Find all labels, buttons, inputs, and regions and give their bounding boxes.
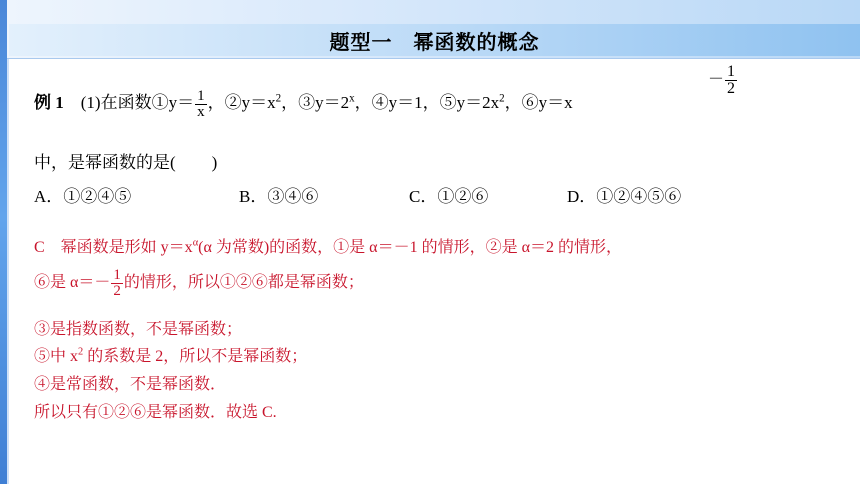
option-d (567, 182, 681, 207)
function-6-exponent-denominator: 2 (727, 80, 736, 97)
answer-text: ⑥是 α＝－ (34, 274, 111, 292)
answer-alpha-exponent: α (192, 237, 199, 249)
question-line-1 (34, 88, 573, 120)
question-prompt: 中，是幂函数的是( (34, 153, 176, 172)
answer-fraction-numerator: 1 (113, 267, 121, 283)
function-6-exponent (708, 64, 738, 97)
function-1-denominator: x (197, 103, 205, 120)
option-b (239, 182, 409, 207)
answer-text: (α 为常数)的函数，①是 α＝－1 的情形，②是 α＝2 的情形， (198, 239, 622, 256)
answer-line-6: 所以只有①②⑥是幂函数．故选 C. (34, 404, 277, 421)
option-a-value: ①②④⑤ (63, 187, 132, 206)
function-6-exponent-numerator: 1 (727, 63, 736, 80)
function-1-prefix: ①y＝ (151, 93, 195, 112)
option-a-letter: A． (34, 187, 64, 206)
function-6-exponent-sign: － (708, 71, 725, 89)
left-accent-strip (0, 0, 7, 484)
function-4-5: ，④y＝1，⑤y＝2x (354, 93, 500, 112)
question-prompt-end: ) (211, 153, 218, 172)
option-c (409, 182, 567, 207)
answer-line-5: ④是常函数，不是幂函数． (34, 376, 227, 393)
option-c-letter: C． (409, 187, 438, 206)
answer-line-4 (34, 343, 307, 366)
title-bar (9, 24, 860, 56)
function-6-exponent-fraction (725, 64, 737, 97)
example-label: 例 1 (34, 93, 64, 112)
page-title: 题型一 幂函数的概念 (329, 30, 540, 54)
function-1-numerator: 1 (197, 87, 205, 104)
answer-text: 的情形，所以①②⑥都是幂函数； (123, 274, 364, 292)
option-d-value: ①②④⑤⑥ (596, 187, 682, 206)
answer-text: C 幂函数是形如 y＝x (34, 239, 193, 256)
answer-fraction (111, 268, 123, 299)
left-accent-highlight (7, 0, 9, 484)
answer-line-3: ③是指数函数，不是幂函数； (34, 321, 243, 338)
answer-text: ⑤中 x (34, 348, 79, 365)
option-b-letter: B． (239, 187, 268, 206)
answer-line-2 (34, 268, 364, 299)
function-3-exponent: x (349, 92, 355, 105)
function-5-exponent: 2 (499, 92, 505, 105)
option-b-value: ③④⑥ (267, 187, 319, 206)
function-1-fraction (195, 89, 207, 120)
answer-fraction-denominator: 2 (113, 283, 121, 299)
question-line-2 (34, 148, 217, 173)
answer-x-exponent: 2 (78, 346, 84, 358)
question-intro: (1)在函数 (80, 93, 152, 112)
answer-line-1 (34, 234, 622, 257)
function-6: ，⑥y＝x (504, 93, 573, 112)
option-c-value: ①②⑥ (437, 187, 489, 206)
options-row (34, 182, 681, 207)
function-2: ，②y＝x (207, 93, 276, 112)
function-2-exponent: 2 (275, 92, 282, 105)
option-d-letter: D． (567, 187, 597, 206)
function-3: ，③y＝2 (281, 93, 350, 112)
answer-text: 的系数是 2，所以不是幂函数； (83, 348, 308, 365)
option-a (34, 182, 239, 207)
